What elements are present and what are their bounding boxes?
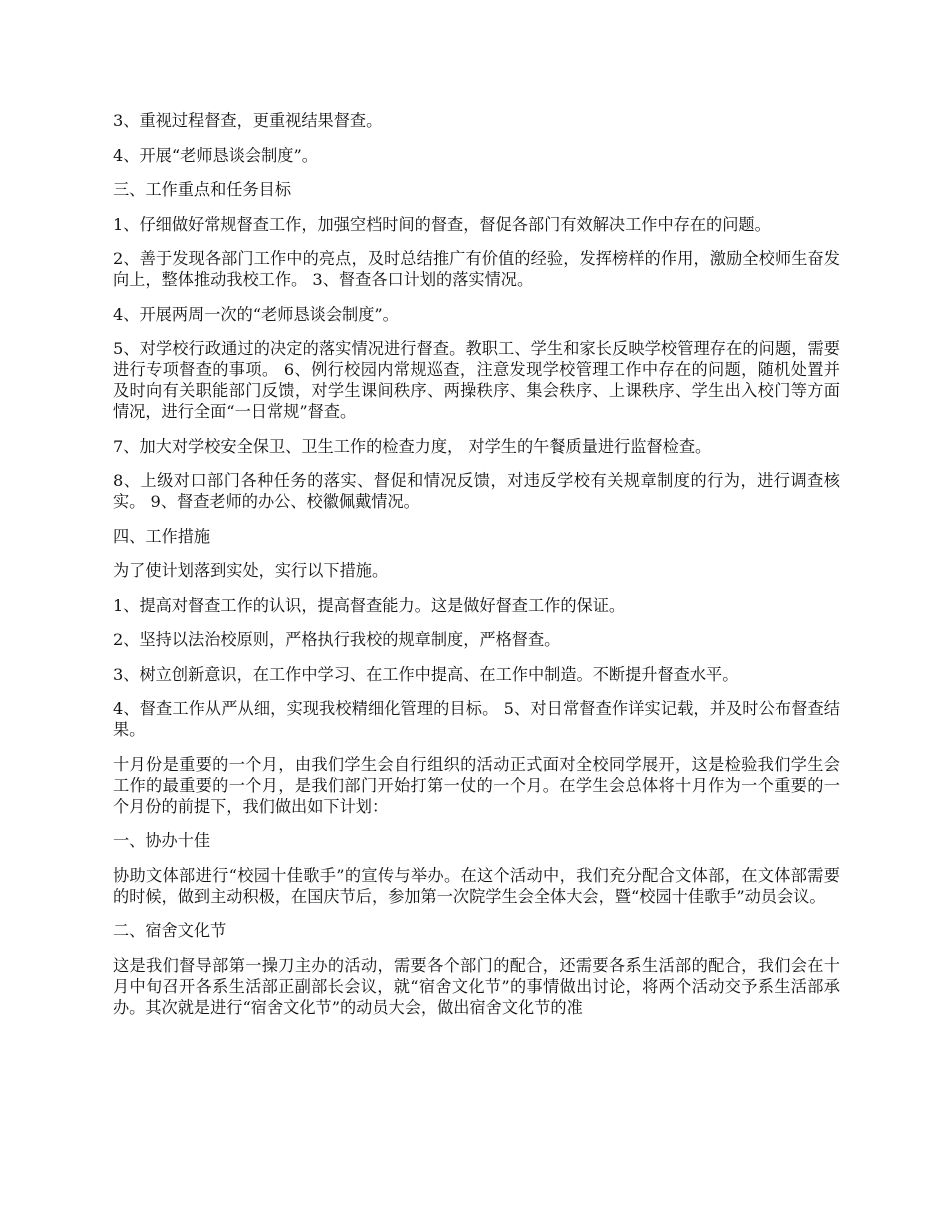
paragraph-8: 7、加大对学校安全保卫、卫生工作的检查力度， 对学生的午餐质量进行监督检查。 (113, 436, 712, 456)
paragraph-9: 8、上级对口部门各种任务的落实、督促和情况反馈，对违反学校有关规章制度的行为，进行调查核实。 9、督查老师的办公、校徽佩戴情况。 (113, 471, 840, 511)
paragraph-15: 4、督查工作从严从细，实现我校精细化管理的目标。 5、对日常督查作详实记载，并及时公布督查结果。 (113, 699, 840, 739)
paragraph-18: 协助文体部进行“校园十佳歌手”的宣传与举办。在这个活动中，我们充分配合文体部，在文体部需要的时候，做到主动积极，在国庆节后，参加第一次院学生会全体大会，暨“校园十佳歌手”动员会议。 (113, 865, 840, 906)
paragraph-1: 3、重视过程督查，更重视结果督查。 (113, 111, 383, 130)
paragraph-7: 5、对学校行政通过的决定的落实情况进行督查。教职工、学生和家长反映学校管理存在的问题，需要进行专项督查的事项。 6、例行校园内常规巡查，注意发现学校管理工作中存在的问题，随机处置并及时向有关职能部门反馈，对学生课间秩序、两操秩序、集会秩序、上课秩序、学生出入校门等方面情况，进行全面“一日常规”督查。 (113, 339, 840, 421)
paragraph-2: 4、开展“老师恳谈会制度”。 (113, 145, 318, 165)
paragraph-16: 十月份是重要的一个月，由我们学生会自行组织的活动正式面对全校同学展开，这是检验我们学生会工作的最重要的一个月，是我们部门开始打第一仗的一个月。在学生会总体将十月作为一个重要的一个月份的前提下，我们做出如下计划： (113, 754, 840, 816)
paragraph-12: 1、提高对督查工作的认识，提高督查能力。这是做好督查工作的保证。 (113, 595, 626, 615)
paragraph-5: 2、善于发现各部门工作中的亮点，及时总结推广有价值的经验，发挥榜样的作用，激励全校师生奋发向上，整体推动我校工作。 3、督查各口计划的落实情况。 (113, 249, 840, 289)
section-heading-4: 四、工作措施 (113, 526, 211, 546)
document-page (113, 110, 840, 1031)
paragraph-13: 2、坚持以法治校原则，严格执行我校的规章制度，严格督查。 (113, 630, 561, 649)
paragraph-6: 4、开展两周一次的“老师恳谈会制度”。 (113, 304, 399, 324)
paragraph-4: 1、仔细做好常规督查工作，加强空档时间的督查，督促各部门有效解决工作中存在的问题。 (113, 214, 771, 234)
paragraph-20: 这是我们督导部第一操刀主办的活动，需要各个部门的配合，还需要各系生活部的配合，我们会在十月中旬召开各系生活部正副部长会议，就“宿舍文化节”的事情做出讨论，将两个活动交予系生活部承办。其次就是进行“宿舍文化节”的动员大会，做出宿舍文化节的准 (113, 955, 840, 1017)
section-heading-1: 一、协办十佳 (113, 831, 211, 850)
paragraph-11: 为了使计划落到实处，实行以下措施。 (113, 561, 389, 580)
section-heading-3: 三、工作重点和任务目标 (113, 180, 292, 199)
section-heading-2: 二、宿舍文化节 (113, 921, 227, 940)
paragraph-14: 3、树立创新意识，在工作中学习、在工作中提高、在工作中制造。不断提升督查水平。 (113, 664, 739, 684)
